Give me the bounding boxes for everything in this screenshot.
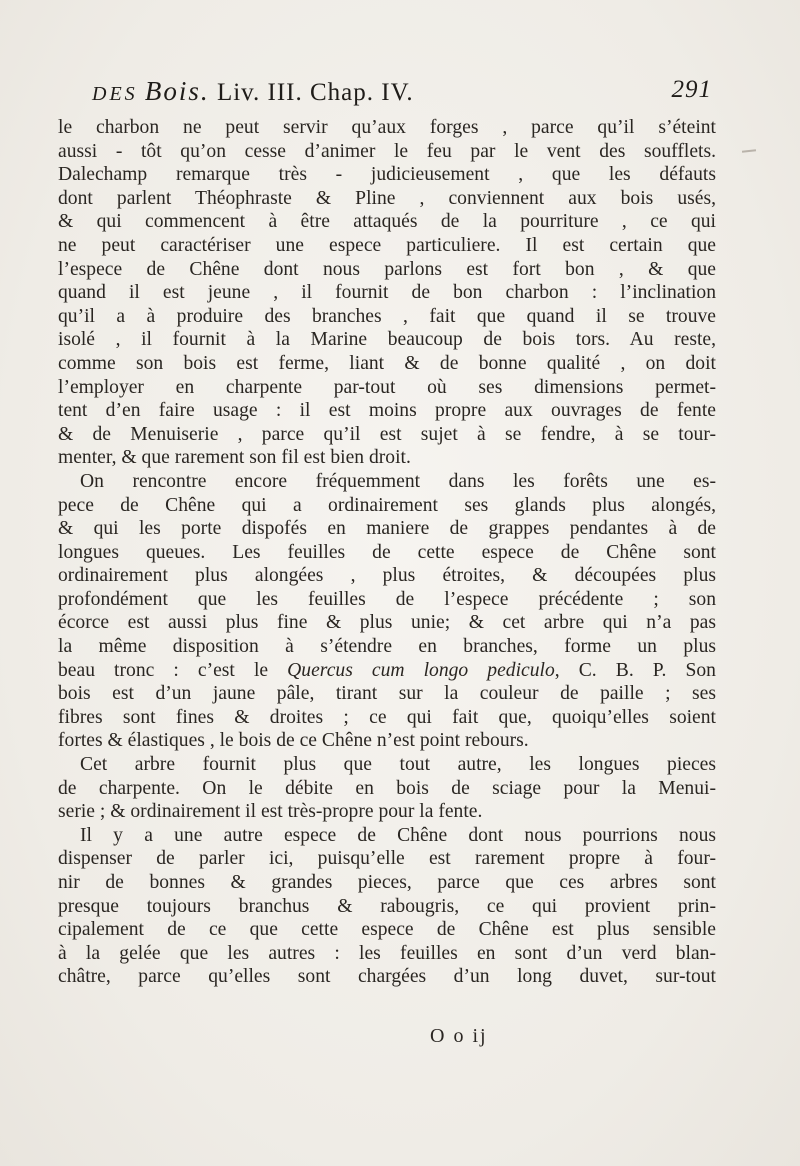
text-line: Cet arbre fournit plus que tout autre, les longues pieces [80,754,716,776]
text-line: aussi - tôt qu’on cesse d’animer le feu par le vent des soufflets. [58,140,716,162]
text-line: fortes & élastiques , le bois de ce Chêne n’est point rebours. [58,730,529,752]
latin-name: Quercus cum longo pediculo [287,659,555,681]
running-title-chapter: Liv. III. Chap. IV. [216,79,414,106]
text-line: tent d’en faire usage : il est moins propre aux ouvrages de fente [58,400,716,422]
text-line: à la gelée que les autres : les feuilles en sont d’un verd blan- [58,942,716,964]
body-text [58,116,716,989]
text-line: beau tronc : c’est le Quercus cum longo pediculo, C. B. P. Son [58,659,716,681]
text-line: qu’il a à produire des branches , fait que quand il se trouve [58,305,716,327]
text-line: cipalement de ce que cette espece de Chêne est plus sensible [58,919,716,941]
text-line: & de Menuiserie , parce qu’il est sujet à se fendre, à se tour- [58,423,716,445]
text-line: & qui commencent à être attaqués de la pourriture , ce qui [58,211,716,233]
text-line: Dalechamp remarque très - judicieusement , que les défauts [58,164,716,186]
text-line: la même disposition à s’étendre en branches, forme un plus [58,636,716,658]
text-line: profondément que les feuilles de l’espece précédente ; son [58,588,716,610]
signature-mark: O o ij [430,1025,488,1047]
text-line: dont parlent Théophraste & Pline , conviennent aux bois usés, [58,187,716,209]
text-line: On rencontre encore fréquemment dans les forêts une es- [80,470,716,492]
margin-mark [742,149,756,152]
text-line: pece de Chêne qui a ordinairement ses glands plus alongés, [58,494,716,516]
text-line: l’espece de Chêne dont nous parlons est fort bon , & que [58,258,716,280]
text-line: le charbon ne peut servir qu’aux forges , parce qu’il s’éteint [58,117,716,138]
text-line: l’employer en charpente par-tout où ses dimensions permet- [58,376,716,398]
text-line: châtre, parce qu’elles sont chargées d’un long duvet, sur-tout [58,966,716,988]
running-title-bois: Bois. [144,76,210,106]
running-title-des: DES [92,83,138,105]
text-line: ordinairement plus alongées , plus étroites, & découpées plus [58,565,716,587]
text-line: isolé , il fournit à la Marine beaucoup de bois tors. Au reste, [58,329,716,351]
running-title [92,76,414,107]
text-line: ne peut caractériser une espece particuliere. Il est certain que [58,234,716,256]
text-line: comme son bois est ferme, liant & de bonne qualité , on doit [58,352,716,374]
text-line: de charpente. On le débite en bois de sciage pour la Menui- [58,777,716,799]
text-line: écorce est aussi plus fine & plus unie; & cet arbre qui n’a pas [58,612,716,634]
text-line: serie ; & ordinairement il est très-propre pour la fente. [58,801,483,823]
text-line: dispenser de parler ici, puisqu’elle est rarement propre à four- [58,848,716,870]
text-line: menter, & que rarement son fil est bien droit. [58,447,411,469]
page-number: 291 [671,76,712,103]
text-line: nir de bonnes & grandes pieces, parce que ces arbres sont [58,872,716,893]
text-line: fibres sont fines & droites ; ce qui fait que, quoiqu’elles soient [58,706,716,728]
text-line: & qui les porte dispofés en maniere de grappes pendantes à de [58,518,716,540]
running-header [92,76,712,112]
text-line: Il y a une autre espece de Chêne dont nous pourrions nous [80,824,716,846]
text-line: bois est d’un jaune pâle, tirant sur la couleur de paille ; ses [58,683,716,705]
text-line: longues queues. Les feuilles de cette espece de Chêne sont [58,541,716,563]
text-line: presque toujours branchus & rabougris, ce qui provient prin- [58,895,716,917]
text-line: quand il est jeune , il fournit de bon charbon : l’inclination [58,282,716,304]
